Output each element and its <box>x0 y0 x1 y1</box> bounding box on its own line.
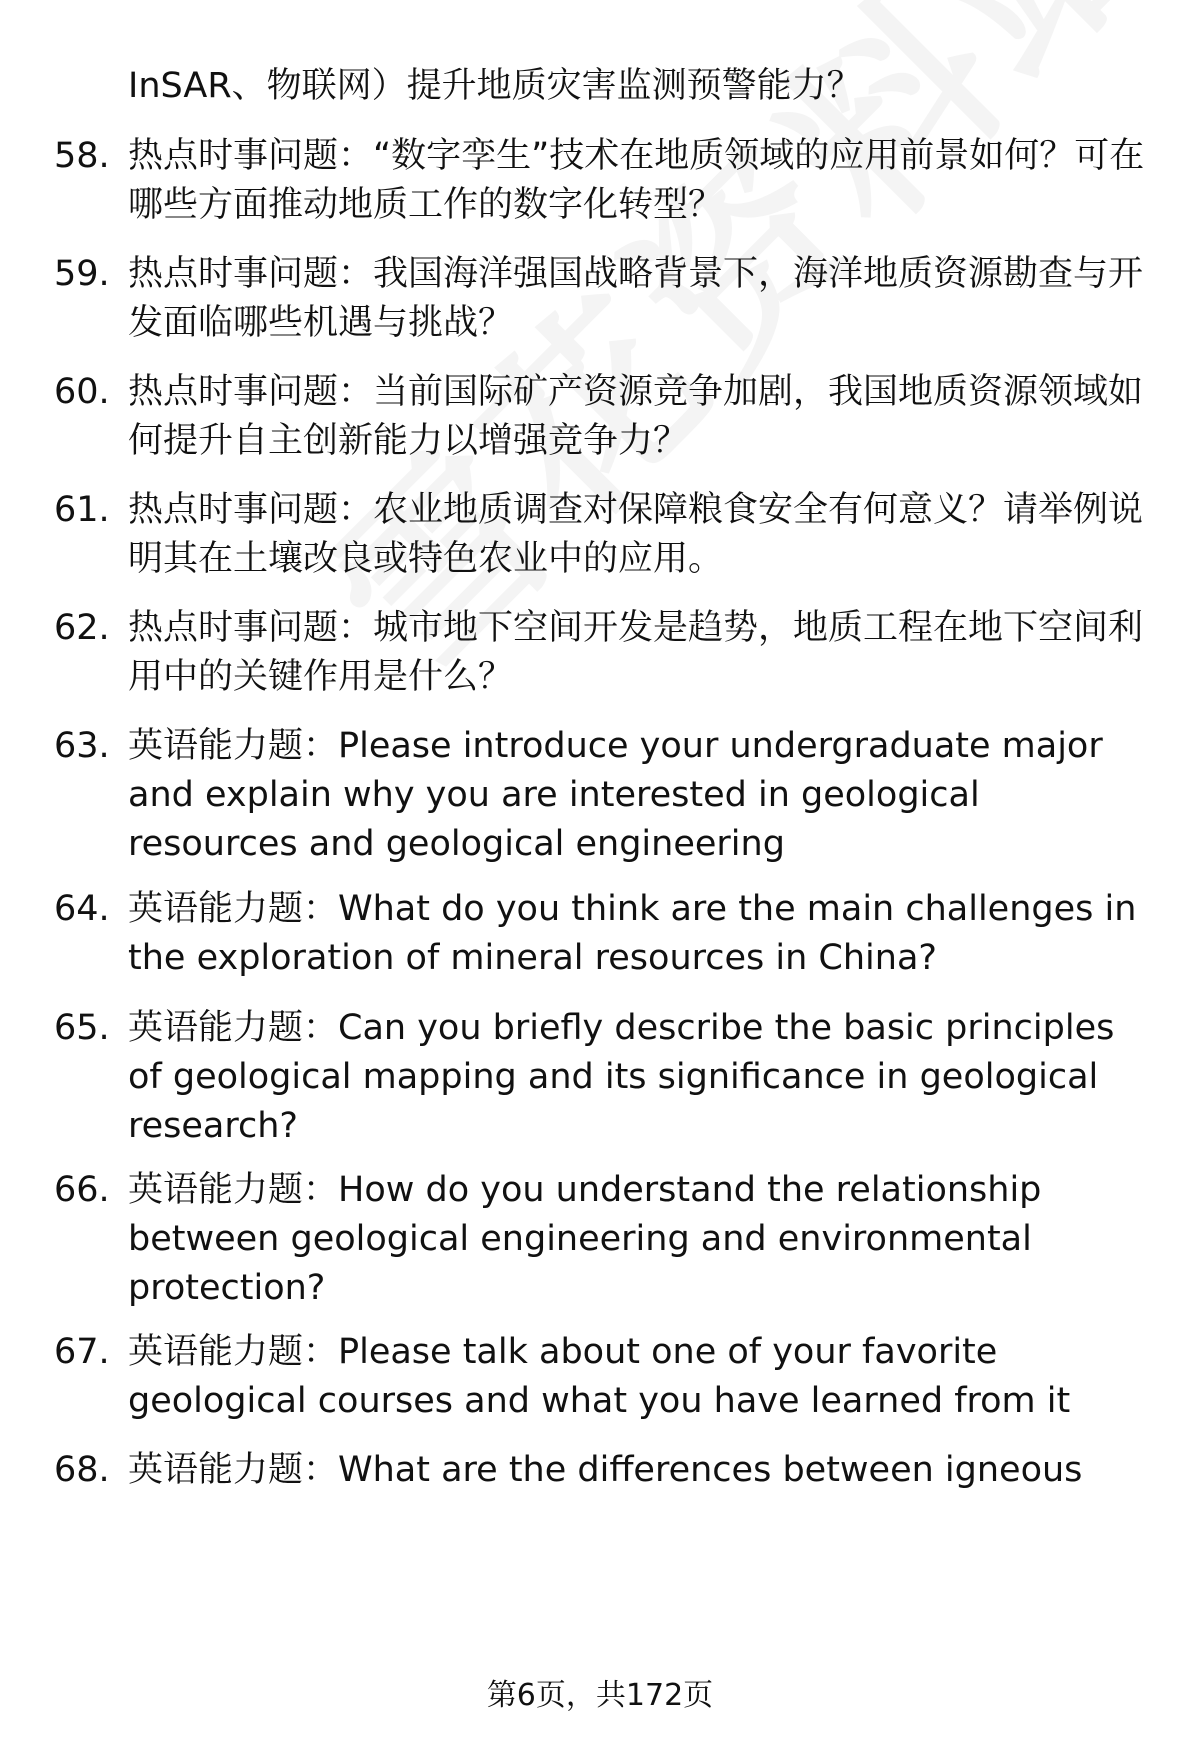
question-text: 热点时事问题：“数字孪生”技术在地质领域的应用前景如何？可在哪些方面推动地质工作的数字化转型？ <box>128 136 1145 225</box>
question-number: 62. <box>54 608 110 648</box>
question-item <box>54 1004 1154 1151</box>
question-item <box>54 250 1154 348</box>
question-item <box>54 1446 1154 1495</box>
question-text: 热点时事问题：我国海洋强国战略背景下，海洋地质资源勘查与开发面临哪些机遇与挑战？ <box>128 254 1144 343</box>
question-number: 60. <box>54 372 110 412</box>
question-text: 英语能力题：How do you understand the relationship between geological engineering and environmental protection? <box>128 1170 1042 1308</box>
question-item <box>54 486 1154 584</box>
question-text: 热点时事问题：城市地下空间开发是趋势，地质工程在地下空间利用中的关键作用是什么？ <box>128 608 1144 697</box>
question-number: 65. <box>54 1008 110 1048</box>
question-number: 59. <box>54 254 110 294</box>
question-item <box>54 132 1154 230</box>
question-item <box>54 368 1154 466</box>
question-item <box>54 1328 1154 1426</box>
question-text: 英语能力题：Please talk about one of your favorite geological courses and what you have learned from it <box>128 1332 1071 1421</box>
question-number: 68. <box>54 1450 110 1490</box>
question-text: 英语能力题：What are the differences between igneous <box>128 1450 1083 1490</box>
page-footer: 第6页，共172页 <box>486 1678 714 1713</box>
question-number: 66. <box>54 1170 110 1210</box>
question-item <box>54 1166 1154 1313</box>
question-continuation: InSAR、物联网）提升地质灾害监测预警能力？ <box>128 66 862 106</box>
question-text: 英语能力题：What do you think are the main challenges in the exploration of mineral resources in China? <box>128 889 1137 978</box>
question-number: 64. <box>54 889 110 929</box>
question-number: 58. <box>54 136 110 176</box>
question-item <box>54 604 1154 702</box>
question-text: 英语能力题：Please introduce your undergraduate major and explain why you are interested in geological resources and geological engineering <box>128 726 1103 864</box>
question-item <box>54 885 1154 983</box>
question-number: 67. <box>54 1332 110 1372</box>
question-text: 热点时事问题：农业地质调查对保障粮食安全有何意义？请举例说明其在土壤改良或特色农业中的应用。 <box>128 490 1144 579</box>
question-number: 61. <box>54 490 110 530</box>
question-text: 英语能力题：Can you briefly describe the basic principles of geological mapping and its significance in geological research? <box>128 1008 1115 1146</box>
question-number: 63. <box>54 726 110 766</box>
question-item <box>54 722 1154 869</box>
question-text: 热点时事问题：当前国际矿产资源竞争加剧，我国地质资源领域如何提升自主创新能力以增强竞争力？ <box>128 372 1144 461</box>
